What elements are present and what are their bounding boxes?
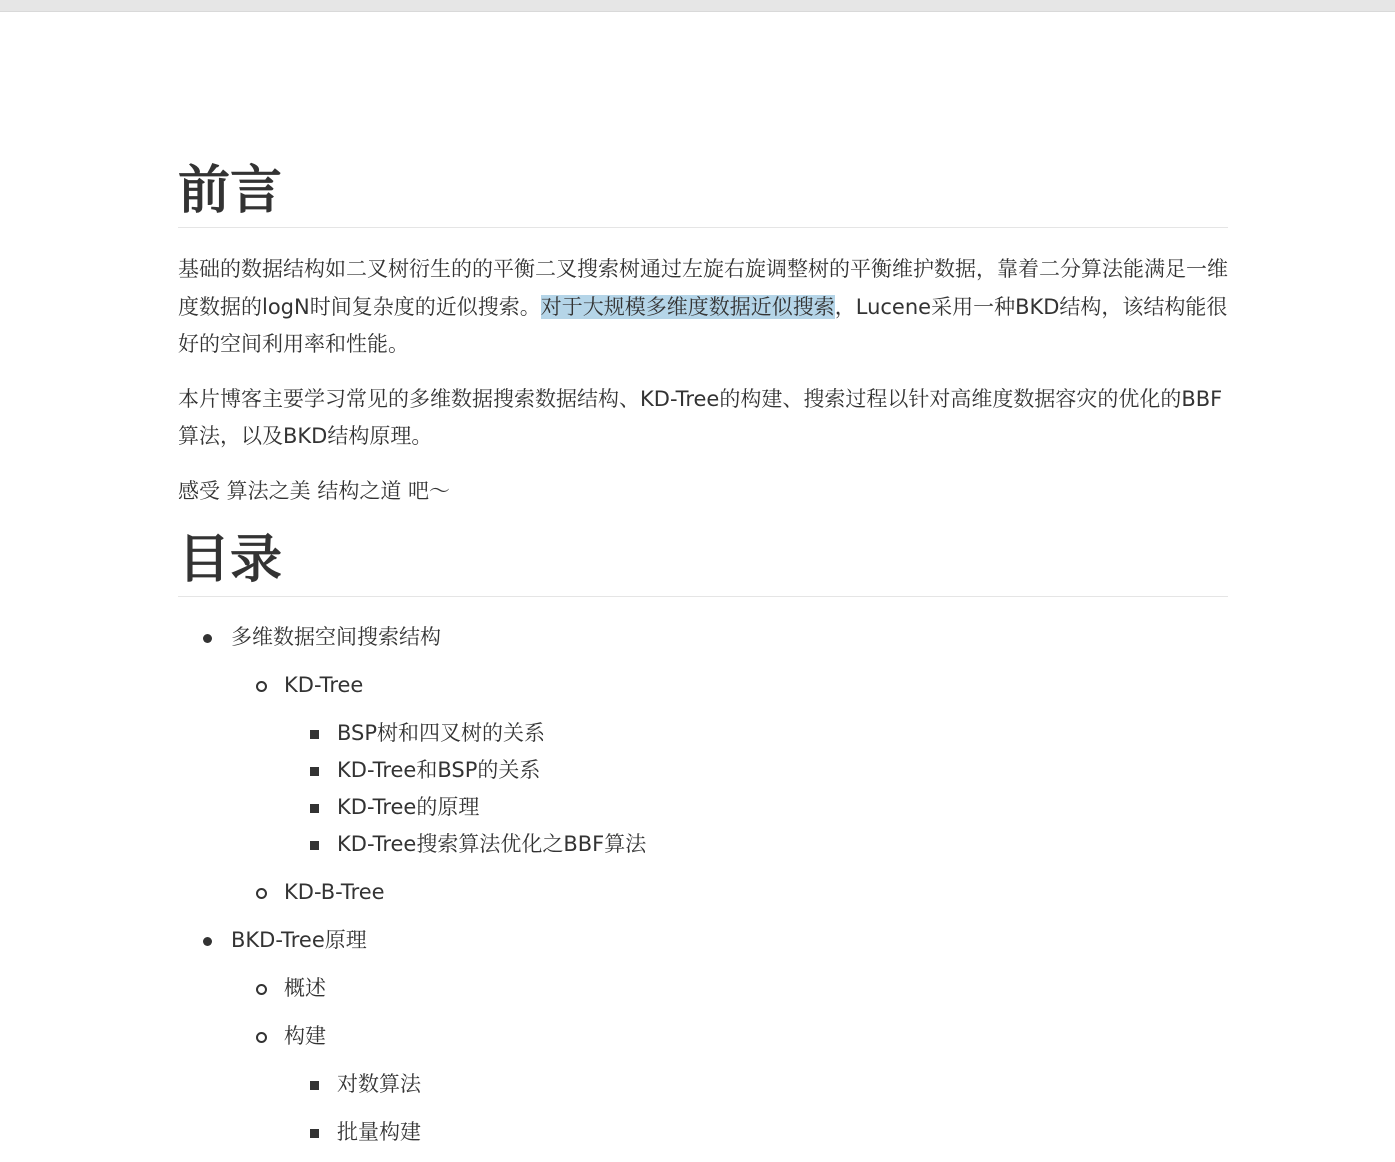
toc-item[interactable]: [178, 619, 1228, 911]
toc-sublist: [231, 970, 1228, 1151]
toc-subitem[interactable]: [231, 667, 1228, 863]
toc-subitem-label[interactable]: KD-B-Tree: [284, 880, 385, 904]
toc-subsubitem[interactable]: [284, 1066, 1228, 1103]
preface-text-b: ，Lucene采用一种BKD结构，该结构能很好的空间利用率和性能。: [178, 294, 1228, 356]
toc-subsubitem-label[interactable]: KD-Tree搜索算法优化之BBF算法: [337, 832, 647, 856]
toc-subsubitem-label[interactable]: 对数算法: [337, 1072, 421, 1096]
preface-paragraph-3: 感受 算法之美 结构之道 吧～: [178, 478, 451, 503]
preface-paragraph-1: [178, 251, 1228, 364]
toc-subitem[interactable]: [231, 970, 1228, 1007]
toc-item[interactable]: [178, 922, 1228, 1151]
preface-paragraph-2: 本片博客主要学习常见的多维数据搜索数据结构、KD-Tree的构建、搜索过程以针对高维度数据容灾的优化的BBF算法，以及BKD结构原理。: [178, 386, 1223, 448]
square-bullet-icon: [310, 804, 319, 813]
toc-subitem-label[interactable]: KD-Tree: [284, 673, 364, 697]
browser-top-bar: [0, 0, 1395, 12]
square-bullet-icon: [310, 1081, 319, 1090]
circle-bullet-icon: [256, 888, 267, 899]
disc-bullet-icon: [203, 937, 212, 946]
article-content: [178, 150, 1228, 1162]
circle-bullet-icon: [256, 1032, 267, 1043]
toc-subsubitem[interactable]: [284, 1114, 1228, 1151]
preface-text-a: 基础的数据结构如二叉树衍生的的平衡二叉搜索树通过左旋右旋调整树的平衡维护数据，靠着二分算法能满足一维度数据的logN时间复杂度的近似搜索。: [178, 257, 1228, 319]
square-bullet-icon: [310, 1129, 319, 1138]
preface-heading: 前言: [178, 155, 1228, 228]
toc-subsublist: [284, 715, 1228, 863]
toc-subsubitem-label[interactable]: KD-Tree和BSP的关系: [337, 758, 541, 782]
toc-subitem[interactable]: [231, 1018, 1228, 1151]
toc-heading: 目录: [178, 524, 1228, 597]
toc-subsubitem[interactable]: [284, 789, 1228, 826]
toc-subitem-label[interactable]: 构建: [284, 1024, 326, 1048]
toc-item-label[interactable]: BKD-Tree原理: [231, 928, 367, 952]
toc-list: [178, 619, 1228, 1151]
square-bullet-icon: [310, 730, 319, 739]
toc-sublist: [231, 667, 1228, 911]
toc-subsubitem[interactable]: [284, 752, 1228, 789]
toc-subsubitem-label[interactable]: BSP树和四叉树的关系: [337, 721, 546, 745]
toc-subsubitem[interactable]: [284, 715, 1228, 752]
highlighted-text: 对于大规模多维度数据近似搜索: [540, 294, 835, 319]
square-bullet-icon: [310, 767, 319, 776]
toc-subsubitem[interactable]: [284, 826, 1228, 863]
toc-subsublist: [284, 1066, 1228, 1151]
toc-subitem[interactable]: [231, 874, 1228, 911]
toc-item-label[interactable]: 多维数据空间搜索结构: [231, 625, 441, 649]
toc-subsubitem-label[interactable]: 批量构建: [337, 1120, 421, 1144]
circle-bullet-icon: [256, 984, 267, 995]
disc-bullet-icon: [203, 634, 212, 643]
circle-bullet-icon: [256, 681, 267, 692]
toc-subsubitem-label[interactable]: KD-Tree的原理: [337, 795, 480, 819]
toc-subitem-label[interactable]: 概述: [284, 976, 326, 1000]
square-bullet-icon: [310, 841, 319, 850]
